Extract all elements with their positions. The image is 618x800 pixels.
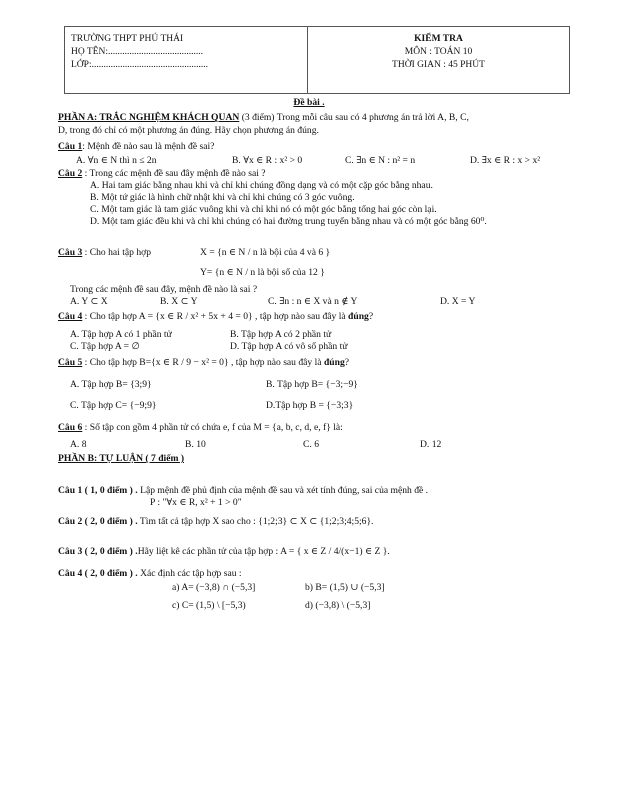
exam-title: KIỂM TRA xyxy=(414,34,463,44)
partB-q3-line xyxy=(58,546,390,557)
q2-opt-a: A. Hai tam giác bằng nhau khi và chỉ khi chúng đồng dạng và có một cặp góc bằng nhau. xyxy=(90,180,433,191)
q3-label: Câu 3 xyxy=(58,247,83,258)
q3-opt-b: B. X ⊂ Y xyxy=(160,296,198,307)
partB-q4-line xyxy=(58,568,242,579)
name-line: HỌ TÊN:........................................ xyxy=(71,47,204,57)
q3-set-y: Y= {n ∈ N / n là bội số của 12 } xyxy=(200,267,325,278)
q2-label: Câu 2 xyxy=(58,168,83,179)
q1-opt-a: A. ∀n ∈ N thì n ≤ 2n xyxy=(76,155,157,166)
partB-q2-text: Tìm tất cả tập hợp X sao cho : {1;2;3} ⊂ X ⊂ {1;2;3;4;5;6}. xyxy=(137,516,374,527)
partB-q1-label: Câu 1 ( 1, 0 điểm ) . xyxy=(58,485,138,496)
partA-heading: PHẦN A: TRẮC NGHIỆM KHÁCH QUAN xyxy=(58,112,240,123)
q2-opt-c: C. Một tam giác là tam giác vuông khi và chỉ khi nó có một góc bằng tổng hai góc còn lại. xyxy=(90,204,437,215)
partB-q2-label: Câu 2 ( 2, 0 điểm ) . xyxy=(58,516,138,527)
partB-q3-text: Hãy liệt kê các phần tử của tập hợp : A = { x ∈ Z / 4/(x−1) ∈ Z }. xyxy=(137,546,390,557)
q2-opt-d: D. Một tam giác đều khi và chỉ khi chúng có hai đường trung tuyến bằng nhau và có một góc bằng 60⁰. xyxy=(90,216,487,227)
partB-q4-text: Xác định các tập hợp sau : xyxy=(137,568,242,579)
q1-opt-c: C. ∃n ∈ N : n² = n xyxy=(345,155,416,166)
q4-label: Câu 4 xyxy=(58,311,83,322)
exam-header-box xyxy=(64,26,570,94)
partB-q4c: c) C= (1,5) \ [−5,3) xyxy=(172,600,246,611)
q5-emph: đúng xyxy=(323,357,345,368)
q5-end: ? xyxy=(344,357,350,368)
partA-heading-line2: D, trong đó chỉ có một phương án đúng. Hãy chọn phương án đúng. xyxy=(58,125,319,136)
q4-line xyxy=(58,311,373,322)
class-line: LỚP:................................................. xyxy=(71,60,208,70)
partB-q3-label: Câu 3 ( 2, 0 điểm ) . xyxy=(58,546,138,557)
q5-opt-c: C. Tập hợp C= {−9;9} xyxy=(70,400,157,411)
q5-opt-d: D.Tập hợp B = {−3;3} xyxy=(266,400,354,411)
q3-opt-c: C. ∃n : n ∈ X và n ∉ Y xyxy=(268,296,358,307)
student-info xyxy=(65,27,308,93)
q5-opt-a: A. Tập hợp B= {3;9} xyxy=(70,379,152,390)
q3-set-x: X = {n ∈ N / n là bội của 4 và 6 } xyxy=(200,247,331,258)
q3-line xyxy=(58,247,151,258)
partB-q4-label: Câu 4 ( 2, 0 điểm ) . xyxy=(58,568,138,579)
q1-text: : Mệnh đề nào sau là mệnh đề sai? xyxy=(82,141,215,152)
exam-subject: MÔN : TOÁN 10 xyxy=(404,47,473,57)
q1-label: Câu 1 xyxy=(58,141,83,152)
q2-text: : Trong các mệnh đề sau đây mệnh đề nào sai ? xyxy=(82,168,266,179)
partB-q4d: d) (−3,8) \ (−5,3] xyxy=(305,600,371,611)
q3-opt-a: A. Y ⊂ X xyxy=(70,296,108,307)
partB-q2-line xyxy=(58,516,373,527)
q4-opt-a: A. Tập hợp A có 1 phần tử xyxy=(70,329,172,340)
q3-prompt: Trong các mệnh đề sau đây, mệnh đề nào là sai ? xyxy=(70,284,258,295)
doc-title: Đề bài . xyxy=(293,97,325,108)
q4-opt-c: C. Tập hợp A = ∅ xyxy=(70,341,140,352)
q4-opt-d: D. Tập hợp A có vô số phần tử xyxy=(230,341,348,352)
q6-opt-a: A. 8 xyxy=(70,439,87,450)
partB-q1-text: Lập mệnh đề phủ định của mệnh đề sau và xét tính đúng, sai của mệnh đề . xyxy=(137,485,429,496)
q4-text: : Cho tập hợp A = {x ∈ R / x² + 5x + 4 = 0} , tập hợp nào sau đây là xyxy=(82,311,349,322)
q6-text: : Số tập con gồm 4 phần tử có chứa e, f của M = {a, b, c, d, e, f} là: xyxy=(82,422,343,433)
partA-heading-line xyxy=(58,112,469,123)
q6-label: Câu 6 xyxy=(58,422,83,433)
q6-line xyxy=(58,422,343,433)
school-name: TRƯỜNG THPT PHÚ THÁI xyxy=(71,34,184,44)
partA-heading-rest: (3 điểm) Trong mỗi câu sau có 4 phương án trả lời A, B, C, xyxy=(239,112,469,123)
q6-opt-d: D. 12 xyxy=(420,439,442,450)
q1-opt-b: B. ∀x ∈ R : x² > 0 xyxy=(232,155,303,166)
partB-q1-line xyxy=(58,485,428,496)
q6-opt-b: B. 10 xyxy=(185,439,206,450)
q2-line xyxy=(58,168,266,179)
q5-text: : Cho tập hợp B={x ∈ R / 9 − x² = 0} , tập hợp nào sau đây là xyxy=(82,357,324,368)
exam-info xyxy=(308,27,569,93)
q3-text: : Cho hai tập hợp xyxy=(82,247,152,258)
q6-opt-c: C. 6 xyxy=(303,439,319,450)
q3-opt-d: D. X = Y xyxy=(440,296,476,307)
q4-end: ? xyxy=(368,311,374,322)
partB-q4a: a) A= (−3,8) ∩ (−5,3] xyxy=(172,582,256,593)
exam-time: THỜI GIAN : 45 PHÚT xyxy=(392,60,485,70)
q1-line xyxy=(58,141,214,152)
q4-emph: đúng xyxy=(348,311,369,322)
partB-q4b: b) B= (1,5) ∪ (−5,3] xyxy=(305,582,385,593)
q2-opt-b: B. Một tứ giác là hình chữ nhật khi và chỉ khi chúng có 3 góc vuông. xyxy=(90,192,355,203)
q1-opt-d: D. ∃x ∈ R : x > x² xyxy=(470,155,541,166)
partB-q1-prop: P : "∀x ∈ R, x² + 1 > 0" xyxy=(150,497,242,508)
q5-opt-b: B. Tập hợp B= {−3;−9} xyxy=(266,379,358,390)
q5-line xyxy=(58,357,349,368)
partB-heading: PHẦN B: TỰ LUẬN ( 7 điểm ) xyxy=(58,453,185,464)
q4-opt-b: B. Tập hợp A có 2 phần tử xyxy=(230,329,332,340)
q5-label: Câu 5 xyxy=(58,357,83,368)
